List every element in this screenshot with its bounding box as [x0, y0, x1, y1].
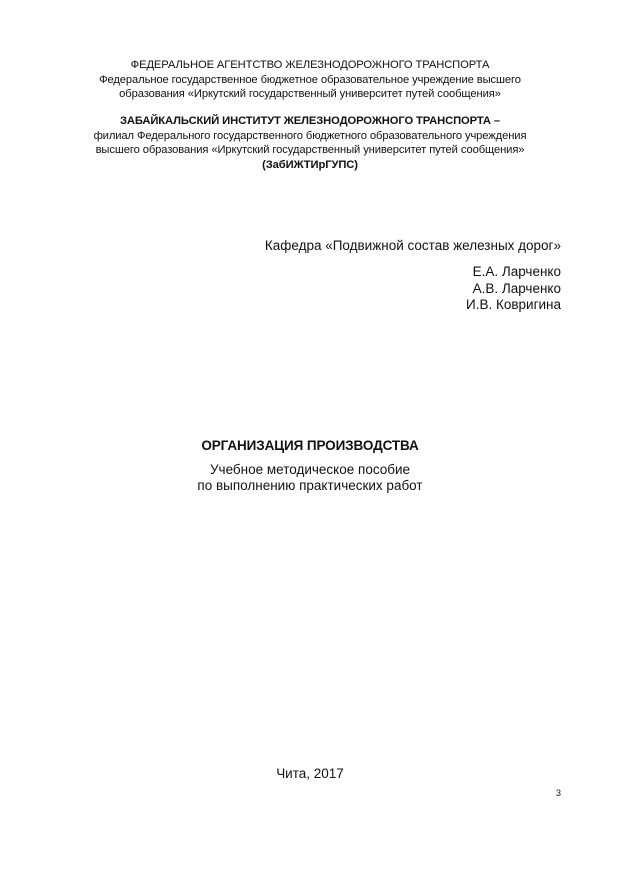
branch-abbreviation: (ЗабИЖТИрГУПС)	[262, 158, 358, 171]
department-name: Кафедра «Подвижной состав железных дорог»	[264, 238, 561, 253]
author-name: А.В. Ларченко	[472, 280, 561, 296]
header-agency-block	[40, 58, 580, 102]
branch-line: филиал Федерального государственного бюджетного образовательного учреждения	[93, 129, 527, 142]
university-line: образования «Иркутский государственный университет путей сообщения»	[119, 88, 501, 100]
branch-name: ЗАБАЙКАЛЬСКИЙ ИНСТИТУТ ЖЕЛЕЗНОДОРОЖНОГО ТРАНСПОРТА –	[119, 115, 501, 127]
header-branch-block	[40, 114, 580, 172]
subtitle-line: Учебное методическое пособие	[209, 462, 411, 477]
document-subtitle	[0, 462, 620, 494]
agency-name: ФЕДЕРАЛЬНОЕ АГЕНТСТВО ЖЕЛЕЗНОДОРОЖНОГО ТРАНСПОРТА	[130, 59, 490, 71]
branch-line: высшего образования «Иркутский государственный университет путей сообщения»	[95, 144, 525, 156]
author-name: И.В. Ковригина	[466, 297, 561, 312]
authors-list	[466, 264, 561, 314]
document-title: ОРГАНИЗАЦИЯ ПРОИЗВОДСТВА	[201, 438, 419, 453]
city-year: Чита, 2017	[276, 766, 344, 781]
title-block	[0, 437, 620, 494]
subtitle-line: по выполнению практических работ	[197, 478, 423, 493]
author-name: Е.А. Ларченко	[472, 264, 561, 279]
university-line: Федеральное государственное бюджетное образовательное учреждение высшего	[99, 73, 521, 86]
page-number: 3	[555, 788, 561, 798]
